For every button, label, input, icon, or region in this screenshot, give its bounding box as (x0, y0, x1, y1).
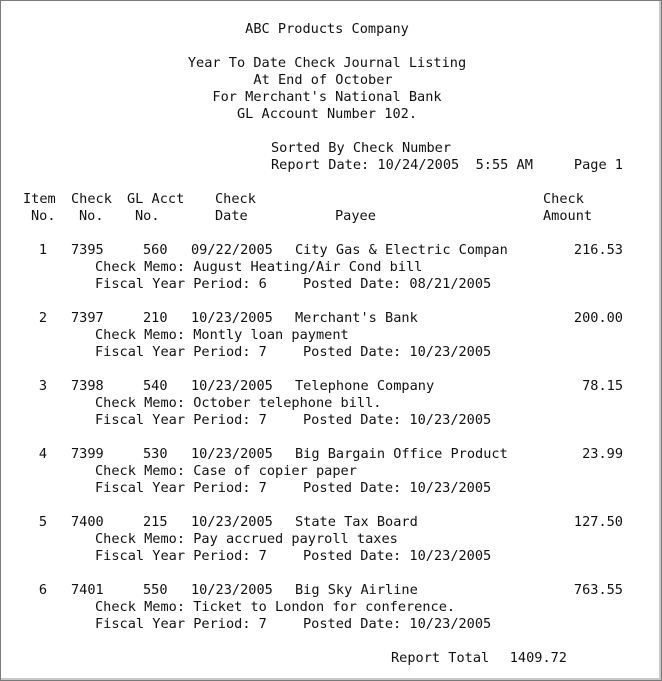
row-fiscal-period: Fiscal Year Period: 7 (95, 548, 267, 564)
row-item-no: 6 (38, 582, 47, 598)
row-payee: Telephone Company (295, 378, 435, 394)
col-item-header: Item (23, 191, 56, 207)
col-payee-header: Payee (335, 208, 376, 224)
col-check-date-header: Check (215, 191, 256, 207)
row-item-no: 4 (38, 446, 47, 462)
row-amount: 200.00 (573, 310, 623, 326)
row-check-memo: Check Memo: October telephone bill. (95, 395, 382, 411)
row-fiscal-period: Fiscal Year Period: 7 (95, 412, 267, 428)
row-posted-date: Posted Date: 10/23/2005 (303, 344, 492, 360)
row-fiscal-period: Fiscal Year Period: 7 (95, 480, 267, 496)
row-amount: 127.50 (573, 514, 623, 530)
row-amount: 763.55 (573, 582, 623, 598)
row-check-date: 09/22/2005 (191, 242, 273, 258)
company-name: ABC Products Company (245, 21, 409, 37)
row-item-no: 2 (38, 310, 47, 326)
row-check-no: 7400 (71, 514, 104, 530)
row-check-date: 10/23/2005 (191, 378, 273, 394)
row-payee: Big Bargain Office Product (295, 446, 508, 462)
col-gl-acct-header: GL Acct (127, 191, 185, 207)
col-amount-header-2: Amount (543, 208, 593, 224)
row-payee: Merchant's Bank (295, 310, 418, 326)
col-item-header-2: No. (31, 208, 56, 224)
row-gl-acct: 530 (143, 446, 168, 462)
row-check-memo: Check Memo: Ticket to London for conference. (95, 599, 456, 615)
row-gl-acct: 550 (143, 582, 168, 598)
row-gl-acct: 210 (143, 310, 168, 326)
row-check-memo: Check Memo: August Heating/Air Cond bill (95, 259, 423, 275)
row-check-no: 7401 (71, 582, 104, 598)
sort-order: Sorted By Check Number (271, 140, 452, 156)
row-check-no: 7398 (71, 378, 104, 394)
report-title: Year To Date Check Journal Listing (187, 55, 467, 71)
page-number: Page 1 (573, 157, 623, 173)
row-check-memo: Check Memo: Case of copier paper (95, 463, 357, 479)
row-posted-date: Posted Date: 10/23/2005 (303, 412, 492, 428)
row-check-memo: Check Memo: Montly loan payment (95, 327, 349, 343)
row-check-date: 10/23/2005 (191, 514, 273, 530)
row-check-no: 7397 (71, 310, 104, 326)
row-gl-acct: 540 (143, 378, 168, 394)
report-date: Report Date: 10/24/2005 5:55 AM (271, 157, 533, 173)
report-bank: For Merchant's National Bank (212, 89, 442, 105)
row-item-no: 1 (38, 242, 47, 258)
row-fiscal-period: Fiscal Year Period: 7 (95, 344, 267, 360)
row-check-no: 7399 (71, 446, 104, 462)
row-gl-acct: 560 (143, 242, 168, 258)
row-payee: Big Sky Airline (295, 582, 418, 598)
col-amount-header: Check (543, 191, 584, 207)
row-check-date: 10/23/2005 (191, 446, 273, 462)
row-amount: 78.15 (582, 378, 623, 394)
row-amount: 23.99 (582, 446, 623, 462)
row-posted-date: Posted Date: 10/23/2005 (303, 616, 492, 632)
row-payee: State Tax Board (295, 514, 418, 530)
report-period: At End of October (253, 72, 393, 88)
row-amount: 216.53 (573, 242, 623, 258)
row-gl-acct: 215 (143, 514, 168, 530)
col-check-no-header: Check (71, 191, 112, 207)
row-fiscal-period: Fiscal Year Period: 7 (95, 616, 267, 632)
report-total-label: Report Total (391, 650, 490, 666)
row-item-no: 3 (38, 378, 47, 394)
report-total-value: 1409.72 (509, 650, 567, 666)
row-payee: City Gas & Electric Compan (295, 242, 508, 258)
row-posted-date: Posted Date: 10/23/2005 (303, 480, 492, 496)
row-posted-date: Posted Date: 08/21/2005 (303, 276, 492, 292)
col-check-date-header-2: Date (215, 208, 248, 224)
row-posted-date: Posted Date: 10/23/2005 (303, 548, 492, 564)
col-check-no-header-2: No. (79, 208, 104, 224)
row-check-no: 7395 (71, 242, 104, 258)
row-check-date: 10/23/2005 (191, 582, 273, 598)
row-fiscal-period: Fiscal Year Period: 6 (95, 276, 267, 292)
row-item-no: 5 (38, 514, 47, 530)
row-check-date: 10/23/2005 (191, 310, 273, 326)
col-gl-acct-header-2: No. (135, 208, 160, 224)
row-check-memo: Check Memo: Pay accrued payroll taxes (95, 531, 398, 547)
report-gl-account: GL Account Number 102. (236, 106, 418, 122)
